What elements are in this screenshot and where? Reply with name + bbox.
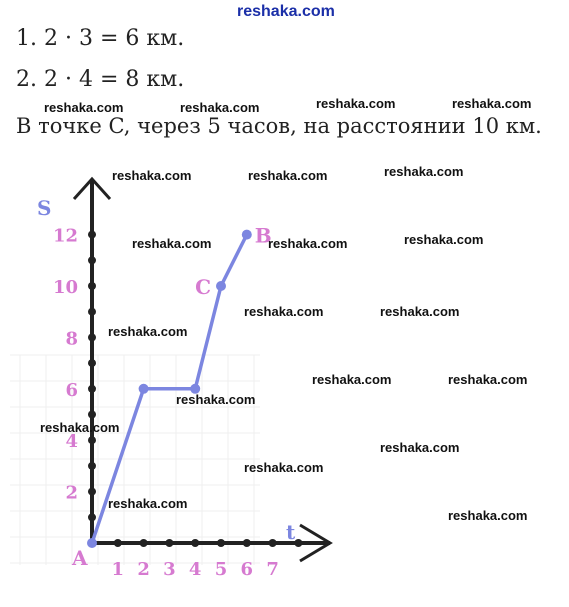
watermark: reshaka.com (312, 372, 392, 387)
background-grid (10, 355, 260, 565)
y-axis-dot (88, 411, 96, 419)
y-axis-dot (88, 231, 96, 239)
y-tick-label: 4 (65, 431, 78, 453)
watermark: reshaka.com (380, 304, 460, 319)
x-tick-label: 7 (266, 559, 279, 580)
data-point (87, 538, 97, 548)
solution-line-3: В точке C, через 5 часов, на расстоянии 10 км. (16, 114, 542, 138)
data-point (242, 230, 252, 240)
x-axis-dot (165, 539, 173, 547)
x-axis-dot (217, 539, 225, 547)
y-axis-dot (88, 385, 96, 393)
solution-line-2: 2. 2 · 4 = 8 км. (16, 67, 185, 92)
watermark: reshaka.com (244, 460, 324, 475)
x-axis-label: t (286, 520, 296, 544)
point-label-a: A (72, 546, 88, 570)
y-axis-label: S (37, 196, 52, 220)
watermark: reshaka.com (248, 168, 328, 183)
point-label-c: C (195, 275, 211, 299)
y-axis-dot (88, 256, 96, 264)
watermark: reshaka.com (40, 420, 120, 435)
x-axis-dot (191, 539, 199, 547)
data-point (216, 281, 226, 291)
x-tick-label: 1 (111, 559, 125, 580)
x-axis-dot (114, 539, 122, 547)
watermark: reshaka.com (384, 164, 464, 179)
watermark: reshaka.com (180, 100, 260, 115)
y-tick-label: 6 (65, 379, 78, 401)
watermark: reshaka.com (237, 3, 335, 20)
x-axis-dot (269, 539, 277, 547)
watermark: reshaka.com (108, 496, 188, 511)
watermark: reshaka.com (448, 372, 528, 387)
x-axis-dot (294, 539, 302, 547)
data-point (139, 384, 149, 394)
y-axis-dot (88, 436, 96, 444)
watermark: reshaka.com (176, 392, 256, 407)
y-axis-dot (88, 333, 96, 341)
point-label-b: B (254, 223, 272, 248)
y-tick-label: 2 (65, 482, 78, 504)
x-tick-label: 5 (214, 559, 228, 580)
solution-line-1: 1. 2 · 3 = 6 км. (16, 26, 185, 51)
watermark: reshaka.com (448, 508, 528, 523)
y-axis-dot (88, 359, 96, 367)
y-axis-dot (88, 308, 96, 316)
x-tick-label: 6 (240, 559, 254, 580)
y-axis-dot (88, 282, 96, 290)
watermark: reshaka.com (380, 440, 460, 455)
watermark: reshaka.com (316, 96, 396, 111)
watermark: reshaka.com (132, 236, 212, 251)
watermark: reshaka.com (44, 100, 124, 115)
x-tick-label: 3 (163, 559, 176, 580)
x-axis-dot (243, 539, 251, 547)
x-tick-label: 4 (188, 559, 202, 580)
watermark: reshaka.com (112, 168, 192, 183)
watermark: reshaka.com (108, 324, 188, 339)
watermark: reshaka.com (268, 236, 348, 251)
watermark: reshaka.com (404, 232, 484, 247)
y-axis-dot (88, 462, 96, 470)
y-tick-label: 10 (52, 277, 78, 298)
watermark: reshaka.com (452, 96, 532, 111)
x-tick-label: 2 (137, 559, 150, 580)
y-axis-dot (88, 513, 96, 521)
y-tick-label: 12 (52, 225, 78, 247)
watermark: reshaka.com (244, 304, 324, 319)
y-tick-label: 8 (65, 328, 78, 350)
x-axis-dot (140, 539, 148, 547)
y-axis-dot (88, 488, 96, 496)
